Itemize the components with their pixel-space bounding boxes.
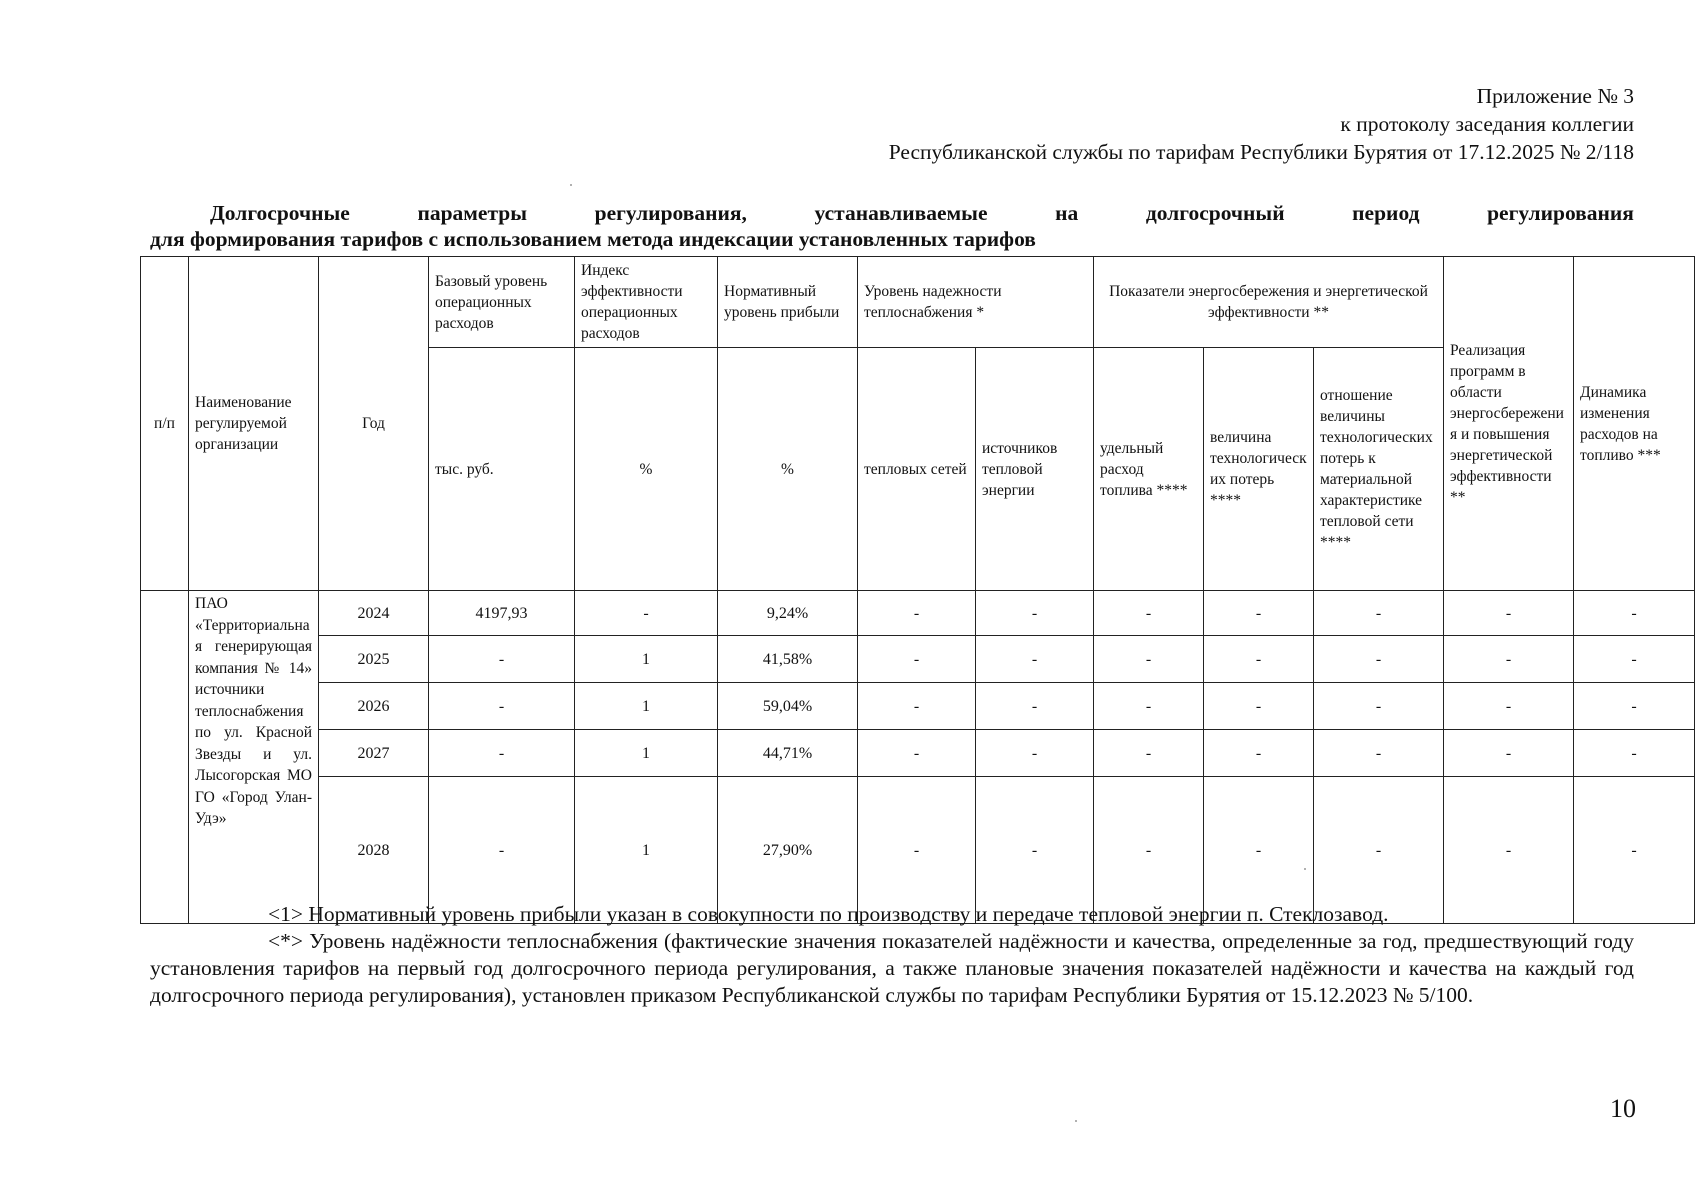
appendix-protocol: к протоколу заседания коллегии (1340, 112, 1634, 136)
cell-tech-losses: - (1204, 683, 1314, 730)
document-title (150, 200, 1634, 252)
cell-year: 2027 (319, 730, 429, 777)
cell-efficiency-index: 1 (575, 730, 718, 777)
appendix-authority: Республиканской службы по тарифам Республики Бурятия от 17.12.2025 № 2/118 (888, 140, 1634, 164)
cell-base-opex: - (429, 636, 575, 683)
header-tech-losses: величина технологических потерь **** (1204, 348, 1314, 591)
cell-tech-losses: - (1204, 730, 1314, 777)
cell-normative-profit: 41,58% (718, 636, 858, 683)
header-base-opex: Базовый уровень операционных расходов (429, 257, 575, 348)
title-word: на (1055, 201, 1079, 225)
table-row (141, 730, 1695, 777)
header-reliability: Уровень надежности теплоснабжения * (858, 257, 1094, 348)
cell-loss-ratio: - (1314, 730, 1444, 777)
cell-efficiency-index: 1 (575, 777, 718, 924)
title-line-1 (150, 200, 1634, 226)
cell-specific-fuel: - (1094, 683, 1204, 730)
cell-heat-sources: - (976, 730, 1094, 777)
cell-loss-ratio: - (1314, 777, 1444, 924)
table-row (141, 591, 1695, 636)
cell-efficiency-index: 1 (575, 683, 718, 730)
cell-efficiency-index: 1 (575, 636, 718, 683)
cell-specific-fuel: - (1094, 730, 1204, 777)
appendix-number: Приложение № 3 (1476, 84, 1634, 108)
table-row (141, 636, 1695, 683)
cell-fuel-dynamics: - (1574, 730, 1695, 777)
unit-base-opex: тыс. руб. (429, 348, 575, 591)
cell-loss-ratio: - (1314, 591, 1444, 636)
title-word: устанавливаемые (814, 201, 988, 225)
cell-programs: - (1444, 683, 1574, 730)
cell-heat-sources: - (976, 591, 1094, 636)
cell-heat-networks: - (858, 636, 976, 683)
header-org: Наименование регулируемой организации (189, 257, 319, 591)
cell-normative-profit: 44,71% (718, 730, 858, 777)
cell-normative-profit: 27,90% (718, 777, 858, 924)
header-num: п/п (141, 257, 189, 591)
header-fuel-dynamics: Динамика изменения расходов на топливо *** (1574, 257, 1695, 591)
cell-heat-networks: - (858, 777, 976, 924)
title-word: параметры (417, 201, 528, 225)
cell-year: 2024 (319, 591, 429, 636)
page-number: 10 (1610, 1094, 1636, 1123)
footnote-profit: <1> Нормативный уровень прибыли указан в совокупности по производству и передаче тепловой энергии п. Стеклозавод. (268, 902, 1389, 926)
cell-year: 2025 (319, 636, 429, 683)
cell-programs: - (1444, 730, 1574, 777)
header-energy-saving: Показатели энергосбережения и энергетической эффективности ** (1094, 257, 1444, 348)
cell-specific-fuel: - (1094, 591, 1204, 636)
title-word: регулирования, (594, 201, 747, 225)
title-word: Долгосрочные (210, 201, 350, 225)
title-word: период (1352, 201, 1420, 225)
cell-tech-losses: - (1204, 777, 1314, 924)
cell-tech-losses: - (1204, 591, 1314, 636)
header-heat-networks: тепловых сетей (858, 348, 976, 591)
header-year: Год (319, 257, 429, 591)
cell-base-opex: - (429, 730, 575, 777)
cell-heat-networks: - (858, 730, 976, 777)
header-programs: Реализация программ в области энергосбережения и повышения энергетической эффективности ** (1444, 257, 1574, 591)
unit-efficiency-index: % (575, 348, 718, 591)
cell-fuel-dynamics: - (1574, 683, 1695, 730)
row-num (141, 591, 189, 924)
title-word: долгосрочный (1145, 201, 1285, 225)
cell-loss-ratio: - (1314, 683, 1444, 730)
scan-speck (570, 184, 572, 186)
cell-heat-networks: - (858, 683, 976, 730)
cell-heat-sources: - (976, 777, 1094, 924)
cell-normative-profit: 59,04% (718, 683, 858, 730)
cell-tech-losses: - (1204, 636, 1314, 683)
parameters-table (140, 256, 1695, 924)
cell-specific-fuel: - (1094, 636, 1204, 683)
cell-loss-ratio: - (1314, 636, 1444, 683)
scan-speck (1075, 1120, 1077, 1122)
unit-normative-profit: % (718, 348, 858, 591)
header-specific-fuel: удельный расход топлива **** (1094, 348, 1204, 591)
cell-programs: - (1444, 777, 1574, 924)
header-normative-profit: Нормативный уровень прибыли (718, 257, 858, 348)
header-row-top (141, 257, 1695, 348)
footnote-reliability: <*> Уровень надёжности теплоснабжения (фактические значения показателей надёжности и качества, определенные за год, предшествующий году установления тарифов на первый год долгосрочного периода регулирования, а также плановые значения показателей надёжности и качества на каждый год долгосрочного периода регулирования), установлен приказом Республиканской службы по тарифам Республики Бурятия от 15.12.2023 № 5/100. (150, 929, 1634, 1007)
header-heat-sources: источников тепловой энергии (976, 348, 1094, 591)
cell-base-opex: 4197,93 (429, 591, 575, 636)
organization-name: ПАО «Территориальная генерирующая компания № 14» источники теплоснабжения по ул. Красной Звезды и ул. Лысогорская МО ГО «Город Улан-Удэ» (189, 591, 319, 924)
cell-fuel-dynamics: - (1574, 636, 1695, 683)
cell-base-opex: - (429, 683, 575, 730)
cell-normative-profit: 9,24% (718, 591, 858, 636)
scan-speck (1304, 868, 1306, 870)
table-row (141, 683, 1695, 730)
cell-base-opex: - (429, 777, 575, 924)
cell-year: 2026 (319, 683, 429, 730)
header-loss-ratio: отношение величины технологических потерь к материальной характеристике тепловой сети **** (1314, 348, 1444, 591)
appendix-header (889, 82, 1634, 166)
footnotes (150, 901, 1634, 1009)
cell-programs: - (1444, 636, 1574, 683)
cell-specific-fuel: - (1094, 777, 1204, 924)
title-word: регулирования (1487, 201, 1634, 225)
cell-heat-networks: - (858, 591, 976, 636)
title-line-2: для формирования тарифов с использованием метода индексации установленных тарифов (150, 227, 1036, 251)
cell-heat-sources: - (976, 683, 1094, 730)
cell-fuel-dynamics: - (1574, 591, 1695, 636)
cell-year: 2028 (319, 777, 429, 924)
cell-heat-sources: - (976, 636, 1094, 683)
cell-fuel-dynamics: - (1574, 777, 1695, 924)
cell-programs: - (1444, 591, 1574, 636)
header-efficiency-index: Индекс эффективности операционных расходов (575, 257, 718, 348)
cell-efficiency-index: - (575, 591, 718, 636)
